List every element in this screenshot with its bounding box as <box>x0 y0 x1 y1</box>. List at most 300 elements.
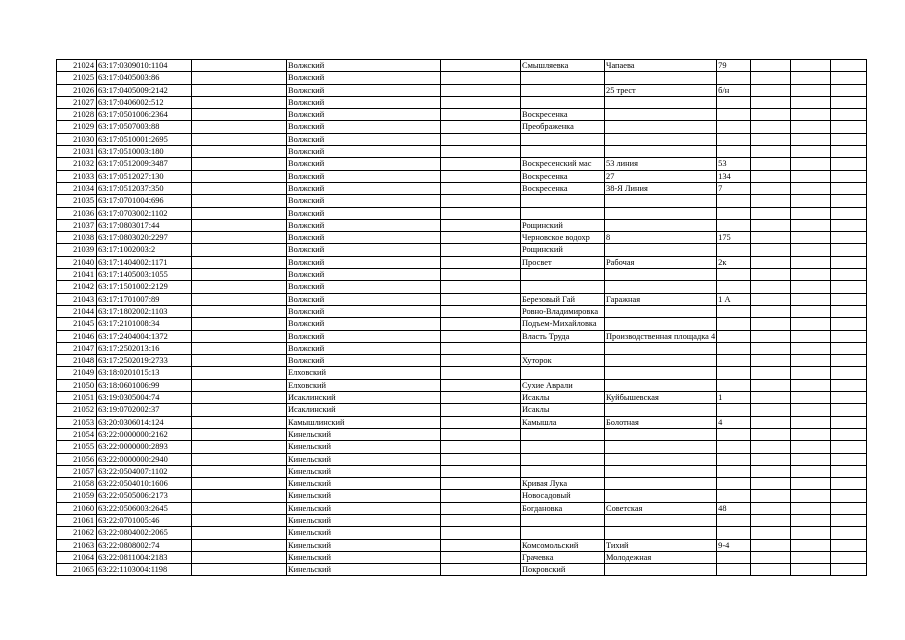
street-cell <box>605 441 717 453</box>
house-cell <box>717 195 751 207</box>
blank-col-cell <box>192 281 287 293</box>
cadastral-number-cell: 63:22:0000000:2893 <box>97 441 192 453</box>
cadastral-number-cell: 63:22:0504007:1102 <box>97 465 192 477</box>
table-row <box>57 318 867 330</box>
street-cell: 8 <box>605 232 717 244</box>
street-cell <box>605 514 717 526</box>
house-cell <box>717 428 751 440</box>
cadastral-number-cell: 63:22:0701005:46 <box>97 514 192 526</box>
blank-col-cell <box>831 539 867 551</box>
blank-col-cell <box>791 109 831 121</box>
blank-col-cell <box>192 465 287 477</box>
blank-col-cell <box>831 244 867 256</box>
locality-cell: Грачевка <box>521 551 605 563</box>
street-cell <box>605 355 717 367</box>
blank-col-cell <box>441 146 521 158</box>
blank-col-cell <box>831 305 867 317</box>
row-number-cell: 21047 <box>57 342 97 354</box>
blank-col-cell <box>192 441 287 453</box>
cadastral-number-cell: 63:20:0306014:124 <box>97 416 192 428</box>
blank-col-cell <box>791 293 831 305</box>
row-number-cell: 21050 <box>57 379 97 391</box>
row-number-cell: 21061 <box>57 514 97 526</box>
locality-cell: Новосадовый <box>521 490 605 502</box>
locality-cell: Черновское водохр <box>521 232 605 244</box>
blank-col-cell <box>831 392 867 404</box>
blank-col-cell <box>192 219 287 231</box>
street-cell <box>605 478 717 490</box>
district-cell: Волжский <box>287 244 441 256</box>
street-cell <box>605 269 717 281</box>
row-number-cell: 21038 <box>57 232 97 244</box>
blank-col-cell <box>751 392 791 404</box>
district-cell: Кинельский <box>287 478 441 490</box>
table-row <box>57 96 867 108</box>
district-cell: Волжский <box>287 318 441 330</box>
street-cell <box>605 490 717 502</box>
table-row <box>57 514 867 526</box>
house-cell: 1 А <box>717 293 751 305</box>
blank-col-cell <box>831 502 867 514</box>
locality-cell <box>521 428 605 440</box>
blank-col-cell <box>791 441 831 453</box>
cadastral-number-cell: 63:18:0601006:99 <box>97 379 192 391</box>
locality-cell: Воскресенка <box>521 182 605 194</box>
locality-cell <box>521 465 605 477</box>
blank-col-cell <box>192 502 287 514</box>
blank-col-cell <box>791 416 831 428</box>
street-cell <box>605 207 717 219</box>
table-row <box>57 72 867 84</box>
district-cell: Волжский <box>287 219 441 231</box>
house-cell: 2к <box>717 256 751 268</box>
blank-col-cell <box>791 84 831 96</box>
blank-col-cell <box>791 269 831 281</box>
row-number-cell: 21056 <box>57 453 97 465</box>
row-number-cell: 21036 <box>57 207 97 219</box>
blank-col-cell <box>831 551 867 563</box>
blank-col-cell <box>791 527 831 539</box>
cadastral-number-cell: 63:22:0505006:2173 <box>97 490 192 502</box>
blank-col-cell <box>192 182 287 194</box>
locality-cell <box>521 195 605 207</box>
row-number-cell: 21051 <box>57 392 97 404</box>
blank-col-cell <box>441 158 521 170</box>
street-cell: Молодежная <box>605 551 717 563</box>
table-row <box>57 441 867 453</box>
blank-col-cell <box>192 453 287 465</box>
house-cell <box>717 355 751 367</box>
table-row <box>57 182 867 194</box>
district-cell: Исаклинский <box>287 392 441 404</box>
cadastral-number-cell: 63:22:0506003:2645 <box>97 502 192 514</box>
house-cell <box>717 404 751 416</box>
row-number-cell: 21060 <box>57 502 97 514</box>
blank-col-cell <box>831 564 867 576</box>
blank-col-cell <box>192 72 287 84</box>
row-number-cell: 21059 <box>57 490 97 502</box>
blank-col-cell <box>831 453 867 465</box>
row-number-cell: 21057 <box>57 465 97 477</box>
blank-col-cell <box>791 244 831 256</box>
blank-col-cell <box>831 269 867 281</box>
blank-col-cell <box>441 564 521 576</box>
cadastral-number-cell: 63:17:0512009:3487 <box>97 158 192 170</box>
district-cell: Волжский <box>287 269 441 281</box>
blank-col-cell <box>831 158 867 170</box>
blank-col-cell <box>192 564 287 576</box>
blank-col-cell <box>751 244 791 256</box>
district-cell: Волжский <box>287 355 441 367</box>
blank-col-cell <box>192 478 287 490</box>
district-cell: Волжский <box>287 195 441 207</box>
blank-col-cell <box>751 305 791 317</box>
blank-col-cell <box>791 182 831 194</box>
street-cell: 38-Я Линия <box>605 182 717 194</box>
cadastral-number-cell: 63:17:1701007:89 <box>97 293 192 305</box>
house-cell <box>717 514 751 526</box>
blank-col-cell <box>831 72 867 84</box>
table-row <box>57 551 867 563</box>
cadastral-number-cell: 63:17:0512027:130 <box>97 170 192 182</box>
house-cell <box>717 269 751 281</box>
house-cell <box>717 564 751 576</box>
cadastral-number-cell: 63:17:0703002:1102 <box>97 207 192 219</box>
house-cell <box>717 318 751 330</box>
locality-cell: Подъем-Михайловка <box>521 318 605 330</box>
locality-cell: Богдановка <box>521 502 605 514</box>
blank-col-cell <box>192 232 287 244</box>
blank-col-cell <box>831 465 867 477</box>
row-number-cell: 21048 <box>57 355 97 367</box>
blank-col-cell <box>192 318 287 330</box>
blank-col-cell <box>441 305 521 317</box>
table-row <box>57 207 867 219</box>
house-cell <box>717 244 751 256</box>
street-cell: Гаражная <box>605 293 717 305</box>
blank-col-cell <box>441 269 521 281</box>
blank-col-cell <box>831 342 867 354</box>
blank-col-cell <box>831 281 867 293</box>
district-cell: Волжский <box>287 293 441 305</box>
blank-col-cell <box>192 244 287 256</box>
blank-col-cell <box>831 219 867 231</box>
row-number-cell: 21029 <box>57 121 97 133</box>
blank-col-cell <box>192 195 287 207</box>
blank-col-cell <box>192 539 287 551</box>
blank-col-cell <box>791 133 831 145</box>
locality-cell <box>521 514 605 526</box>
blank-col-cell <box>751 109 791 121</box>
row-number-cell: 21052 <box>57 404 97 416</box>
house-cell: 53 <box>717 158 751 170</box>
district-cell: Волжский <box>287 207 441 219</box>
blank-col-cell <box>441 465 521 477</box>
district-cell: Волжский <box>287 72 441 84</box>
row-number-cell: 21045 <box>57 318 97 330</box>
blank-col-cell <box>192 207 287 219</box>
street-cell <box>605 367 717 379</box>
blank-col-cell <box>831 527 867 539</box>
blank-col-cell <box>441 121 521 133</box>
blank-col-cell <box>831 256 867 268</box>
blank-col-cell <box>831 318 867 330</box>
row-number-cell: 21042 <box>57 281 97 293</box>
table-row <box>57 465 867 477</box>
blank-col-cell <box>751 60 791 72</box>
house-cell: б/н <box>717 84 751 96</box>
blank-col-cell <box>192 146 287 158</box>
street-cell <box>605 146 717 158</box>
locality-cell: Комсомольский <box>521 539 605 551</box>
cadastral-number-cell: 63:17:0803020:2297 <box>97 232 192 244</box>
blank-col-cell <box>831 355 867 367</box>
blank-col-cell <box>192 170 287 182</box>
street-cell <box>605 195 717 207</box>
blank-col-cell <box>751 478 791 490</box>
blank-col-cell <box>751 330 791 342</box>
table-row <box>57 121 867 133</box>
cadastral-number-cell: 63:17:0501006:2364 <box>97 109 192 121</box>
table-row <box>57 293 867 305</box>
blank-col-cell <box>441 441 521 453</box>
blank-col-cell <box>751 490 791 502</box>
house-cell <box>717 441 751 453</box>
house-cell <box>717 305 751 317</box>
blank-col-cell <box>751 72 791 84</box>
blank-col-cell <box>751 453 791 465</box>
district-cell: Волжский <box>287 182 441 194</box>
blank-col-cell <box>192 84 287 96</box>
blank-col-cell <box>441 72 521 84</box>
table-row <box>57 404 867 416</box>
blank-col-cell <box>791 428 831 440</box>
house-cell <box>717 490 751 502</box>
blank-col-cell <box>441 514 521 526</box>
row-number-cell: 21031 <box>57 146 97 158</box>
blank-col-cell <box>751 502 791 514</box>
row-number-cell: 21035 <box>57 195 97 207</box>
district-cell: Волжский <box>287 121 441 133</box>
blank-col-cell <box>192 355 287 367</box>
locality-cell: Сухие Аврали <box>521 379 605 391</box>
blank-col-cell <box>831 170 867 182</box>
street-cell <box>605 96 717 108</box>
blank-col-cell <box>831 428 867 440</box>
locality-cell: Хуторок <box>521 355 605 367</box>
blank-col-cell <box>441 539 521 551</box>
blank-col-cell <box>791 158 831 170</box>
house-cell <box>717 478 751 490</box>
district-cell: Кинельский <box>287 428 441 440</box>
blank-col-cell <box>441 428 521 440</box>
district-cell: Елховский <box>287 379 441 391</box>
blank-col-cell <box>751 84 791 96</box>
row-number-cell: 21034 <box>57 182 97 194</box>
street-cell: Рабочая <box>605 256 717 268</box>
district-cell: Кинельский <box>287 551 441 563</box>
district-cell: Кинельский <box>287 539 441 551</box>
row-number-cell: 21043 <box>57 293 97 305</box>
row-number-cell: 21055 <box>57 441 97 453</box>
locality-cell: Камышла <box>521 416 605 428</box>
locality-cell <box>521 453 605 465</box>
house-cell <box>717 453 751 465</box>
blank-col-cell <box>751 367 791 379</box>
table-row <box>57 564 867 576</box>
street-cell: Производственная площадка 4 <box>606 331 716 341</box>
blank-col-cell <box>441 232 521 244</box>
district-cell: Волжский <box>287 158 441 170</box>
blank-col-cell <box>192 158 287 170</box>
row-number-cell: 21030 <box>57 133 97 145</box>
house-cell <box>717 281 751 293</box>
district-cell: Кинельский <box>287 453 441 465</box>
house-cell <box>717 96 751 108</box>
blank-col-cell <box>791 404 831 416</box>
blank-col-cell <box>441 416 521 428</box>
district-cell: Волжский <box>287 330 441 342</box>
street-cell <box>605 564 717 576</box>
cadastral-number-cell: 63:22:1103004:1198 <box>97 564 192 576</box>
blank-col-cell <box>441 293 521 305</box>
blank-col-cell <box>192 416 287 428</box>
blank-col-cell <box>751 207 791 219</box>
row-number-cell: 21064 <box>57 551 97 563</box>
blank-col-cell <box>791 453 831 465</box>
blank-col-cell <box>831 195 867 207</box>
house-cell <box>717 109 751 121</box>
blank-col-cell <box>441 551 521 563</box>
blank-col-cell <box>751 232 791 244</box>
blank-col-cell <box>791 305 831 317</box>
blank-col-cell <box>751 146 791 158</box>
street-cell <box>605 404 717 416</box>
cadastral-number-cell: 63:17:0510001:2695 <box>97 133 192 145</box>
house-cell: 7 <box>717 182 751 194</box>
blank-col-cell <box>831 293 867 305</box>
locality-cell <box>521 367 605 379</box>
cadastral-number-cell: 63:17:0701004:696 <box>97 195 192 207</box>
district-cell: Кинельский <box>287 564 441 576</box>
table-row <box>57 367 867 379</box>
blank-col-cell <box>791 281 831 293</box>
cadastral-number-cell: 63:17:0406002:512 <box>97 96 192 108</box>
district-cell: Волжский <box>287 146 441 158</box>
blank-col-cell <box>441 109 521 121</box>
locality-cell <box>521 72 605 84</box>
locality-cell: Ровно-Владимировка <box>521 305 605 317</box>
district-cell: Волжский <box>287 342 441 354</box>
house-cell: 79 <box>717 60 751 72</box>
blank-col-cell <box>831 416 867 428</box>
blank-col-cell <box>751 551 791 563</box>
table-row <box>57 109 867 121</box>
blank-col-cell <box>441 367 521 379</box>
blank-col-cell <box>831 133 867 145</box>
blank-col-cell <box>831 441 867 453</box>
blank-col-cell <box>192 109 287 121</box>
blank-col-cell <box>751 539 791 551</box>
blank-col-cell <box>831 96 867 108</box>
table-row <box>57 269 867 281</box>
blank-col-cell <box>791 72 831 84</box>
district-cell: Волжский <box>287 96 441 108</box>
table-row <box>57 490 867 502</box>
blank-col-cell <box>192 121 287 133</box>
street-cell <box>605 318 717 330</box>
street-cell: 53 линия <box>605 158 717 170</box>
blank-col-cell <box>192 60 287 72</box>
table-row <box>57 84 867 96</box>
street-cell: 25 трест <box>605 84 717 96</box>
district-cell: Волжский <box>287 305 441 317</box>
blank-col-cell <box>192 367 287 379</box>
blank-col-cell <box>831 367 867 379</box>
table-row <box>57 133 867 145</box>
locality-cell: Кривая Лука <box>521 478 605 490</box>
house-cell <box>717 367 751 379</box>
blank-col-cell <box>791 318 831 330</box>
blank-col-cell <box>441 170 521 182</box>
street-cell <box>605 121 717 133</box>
blank-col-cell <box>751 527 791 539</box>
locality-cell <box>521 133 605 145</box>
blank-col-cell <box>751 404 791 416</box>
cadastral-number-cell: 63:22:0504010:1606 <box>97 478 192 490</box>
street-cell: Чапаева <box>605 60 717 72</box>
house-cell <box>717 330 751 342</box>
district-cell: Кинельский <box>287 502 441 514</box>
locality-cell <box>521 342 605 354</box>
row-number-cell: 21054 <box>57 428 97 440</box>
district-cell: Кинельский <box>287 514 441 526</box>
row-number-cell: 21053 <box>57 416 97 428</box>
blank-col-cell <box>791 502 831 514</box>
blank-col-cell <box>751 514 791 526</box>
blank-col-cell <box>441 453 521 465</box>
street-cell <box>605 428 717 440</box>
table-row <box>57 305 867 317</box>
blank-col-cell <box>791 478 831 490</box>
district-cell: Елховский <box>287 367 441 379</box>
blank-col-cell <box>751 121 791 133</box>
blank-col-cell <box>831 121 867 133</box>
cadastral-table <box>56 59 867 576</box>
blank-col-cell <box>831 379 867 391</box>
street-cell: Болотная <box>605 416 717 428</box>
district-cell: Волжский <box>287 84 441 96</box>
house-cell <box>717 219 751 231</box>
district-cell: Камышлинский <box>287 416 441 428</box>
house-cell <box>717 146 751 158</box>
house-cell <box>717 342 751 354</box>
blank-col-cell <box>441 392 521 404</box>
blank-col-cell <box>751 219 791 231</box>
blank-col-cell <box>441 207 521 219</box>
blank-col-cell <box>791 256 831 268</box>
locality-cell <box>521 96 605 108</box>
blank-col-cell <box>192 133 287 145</box>
house-cell <box>717 121 751 133</box>
blank-col-cell <box>441 281 521 293</box>
blank-col-cell <box>831 146 867 158</box>
blank-col-cell <box>831 60 867 72</box>
table-row <box>57 60 867 72</box>
blank-col-cell <box>831 84 867 96</box>
blank-col-cell <box>751 379 791 391</box>
cadastral-number-cell: 63:17:1501002:2129 <box>97 281 192 293</box>
